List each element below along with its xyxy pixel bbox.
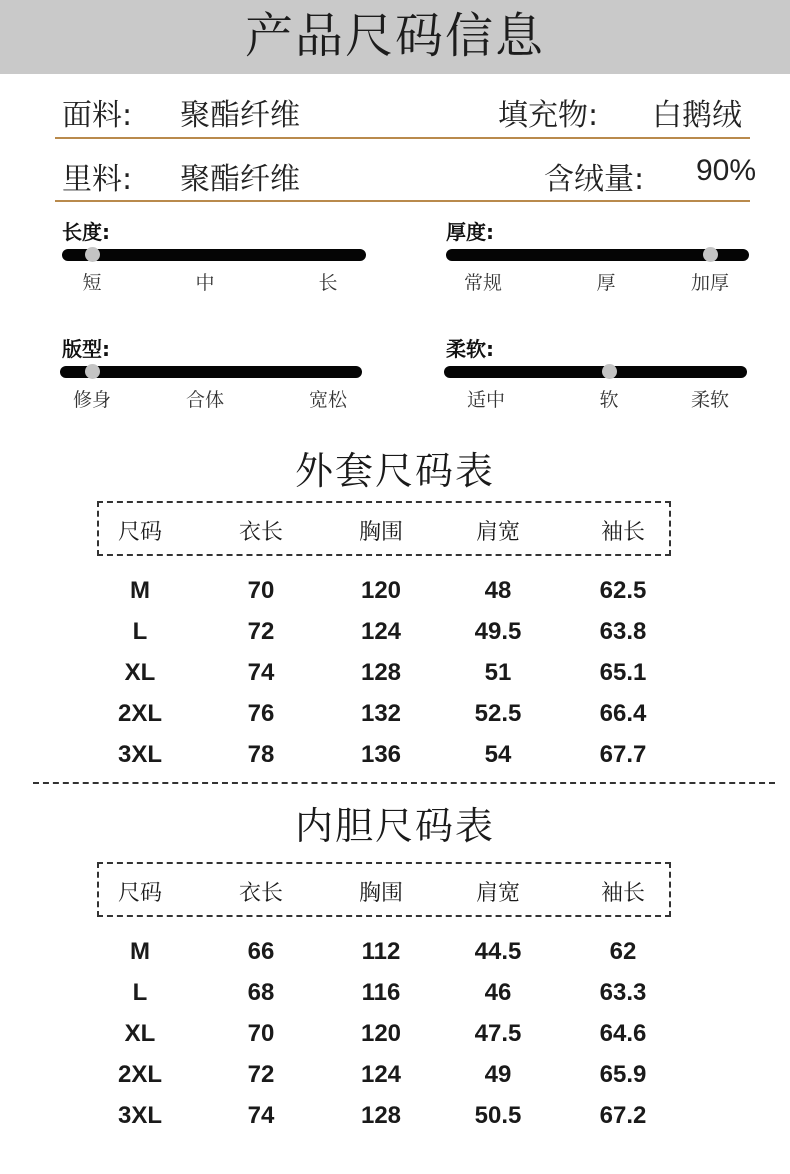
lining-label: 里料: [62,162,133,197]
table-cell: 76 [247,700,275,727]
table-cell: 74 [247,659,275,686]
table-cell: 65.9 [599,1061,647,1088]
table-cell: 62 [609,938,637,965]
filling-value: 白鹅绒 [652,98,742,133]
table-cell: 65.1 [599,659,647,686]
table-cell: 120 [360,577,402,604]
table-cell: 70 [247,1020,275,1047]
attribute-indicator [85,247,100,262]
attribute-title: 长度: [62,220,110,244]
table-header-cell: 胸围 [358,520,403,545]
table-cell: 49 [484,1061,512,1088]
table-cell: 68 [247,979,275,1006]
lining-value: 聚酯纤维 [180,162,300,197]
table-cell: 78 [247,741,275,768]
table-cell: 70 [247,577,275,604]
table-cell: 72 [247,1061,275,1088]
filling-label: 填充物: [498,98,599,133]
attribute-indicator [703,247,718,262]
table-cell: XL [124,1020,156,1047]
attribute-tick-label: 适中 [466,389,505,411]
attribute-track [60,366,362,378]
table-header-cell: 衣长 [238,520,283,545]
table-cell: 49.5 [474,618,522,645]
attribute-tick-label: 软 [599,389,619,411]
table-cell: 52.5 [474,700,522,727]
table-cell: 67.7 [599,741,647,768]
table-cell: 3XL [117,741,162,768]
table-header-cell: 肩宽 [475,881,520,906]
table-cell: XL [124,659,156,686]
table-cell: 132 [360,700,402,727]
table-cell: 62.5 [599,577,647,604]
table-cell: M [130,577,150,604]
table-header-cell: 胸围 [358,881,403,906]
attribute-track [444,366,747,378]
table-header-cell: 袖长 [600,881,645,906]
inner-table-title: 内胆尺码表 [294,804,495,848]
table-cell: 66.4 [599,700,647,727]
attribute-tick-label: 宽松 [308,389,347,411]
table-cell: 120 [360,1020,402,1047]
table-cell: 128 [360,659,402,686]
fabric-label: 面料: [62,98,133,133]
table-cell: 66 [247,938,275,965]
fabric-value: 聚酯纤维 [180,98,300,133]
table-cell: 48 [484,577,512,604]
attribute-tick-label: 常规 [463,272,502,294]
info-divider-1 [55,137,750,139]
table-cell: 72 [247,618,275,645]
table-cell: 64.6 [599,1020,647,1047]
outer-table-title: 外套尺码表 [294,449,495,493]
attribute-title: 厚度: [446,220,494,244]
table-cell: 124 [360,1061,402,1088]
table-cell: M [130,938,150,965]
table-cell: 47.5 [474,1020,522,1047]
table-header-cell: 袖长 [600,520,645,545]
attribute-track [62,249,366,261]
table-cell: L [132,618,148,645]
attribute-tick-label: 合体 [185,389,224,411]
attribute-indicator [602,364,617,379]
table-cell: 67.2 [599,1102,647,1129]
table-cell: 63.8 [599,618,647,645]
table-cell: 116 [361,979,401,1006]
down-content-value: 90% [696,154,757,187]
attribute-title: 柔软: [446,337,494,361]
table-cell: 51 [484,659,512,686]
table-cell: 74 [247,1102,275,1129]
attribute-tick-label: 修身 [72,389,111,411]
attribute-title: 版型: [62,337,110,361]
table-header-cell: 衣长 [238,881,283,906]
table-cell: 63.3 [599,979,647,1006]
table-cell: 2XL [117,1061,162,1088]
table-cell: L [132,979,148,1006]
table-header-cell: 尺码 [117,520,162,545]
table-cell: 124 [360,618,402,645]
attribute-tick-label: 柔软 [690,389,729,411]
attribute-tick-label: 加厚 [690,272,729,294]
table-cell: 136 [360,741,402,768]
attribute-indicator [85,364,100,379]
down-content-label: 含绒量: [544,162,645,197]
table-cell: 128 [360,1102,402,1129]
table-cell: 54 [484,741,512,768]
table-cell: 46 [484,979,512,1006]
table-cell: 112 [361,938,401,965]
table-cell: 2XL [117,700,162,727]
attribute-tick-label: 厚 [596,272,616,294]
table-cell: 44.5 [474,938,522,965]
table-cell: 3XL [117,1102,162,1129]
table-header-cell: 尺码 [117,881,162,906]
attribute-track [446,249,749,261]
info-divider-2 [55,200,750,202]
section-divider [33,782,775,784]
attribute-tick-label: 长 [318,272,338,294]
attribute-tick-label: 中 [195,272,215,294]
attribute-tick-label: 短 [82,272,102,294]
table-cell: 50.5 [474,1102,522,1129]
page-title: 产品尺码信息 [244,8,545,64]
table-header-cell: 肩宽 [475,520,520,545]
